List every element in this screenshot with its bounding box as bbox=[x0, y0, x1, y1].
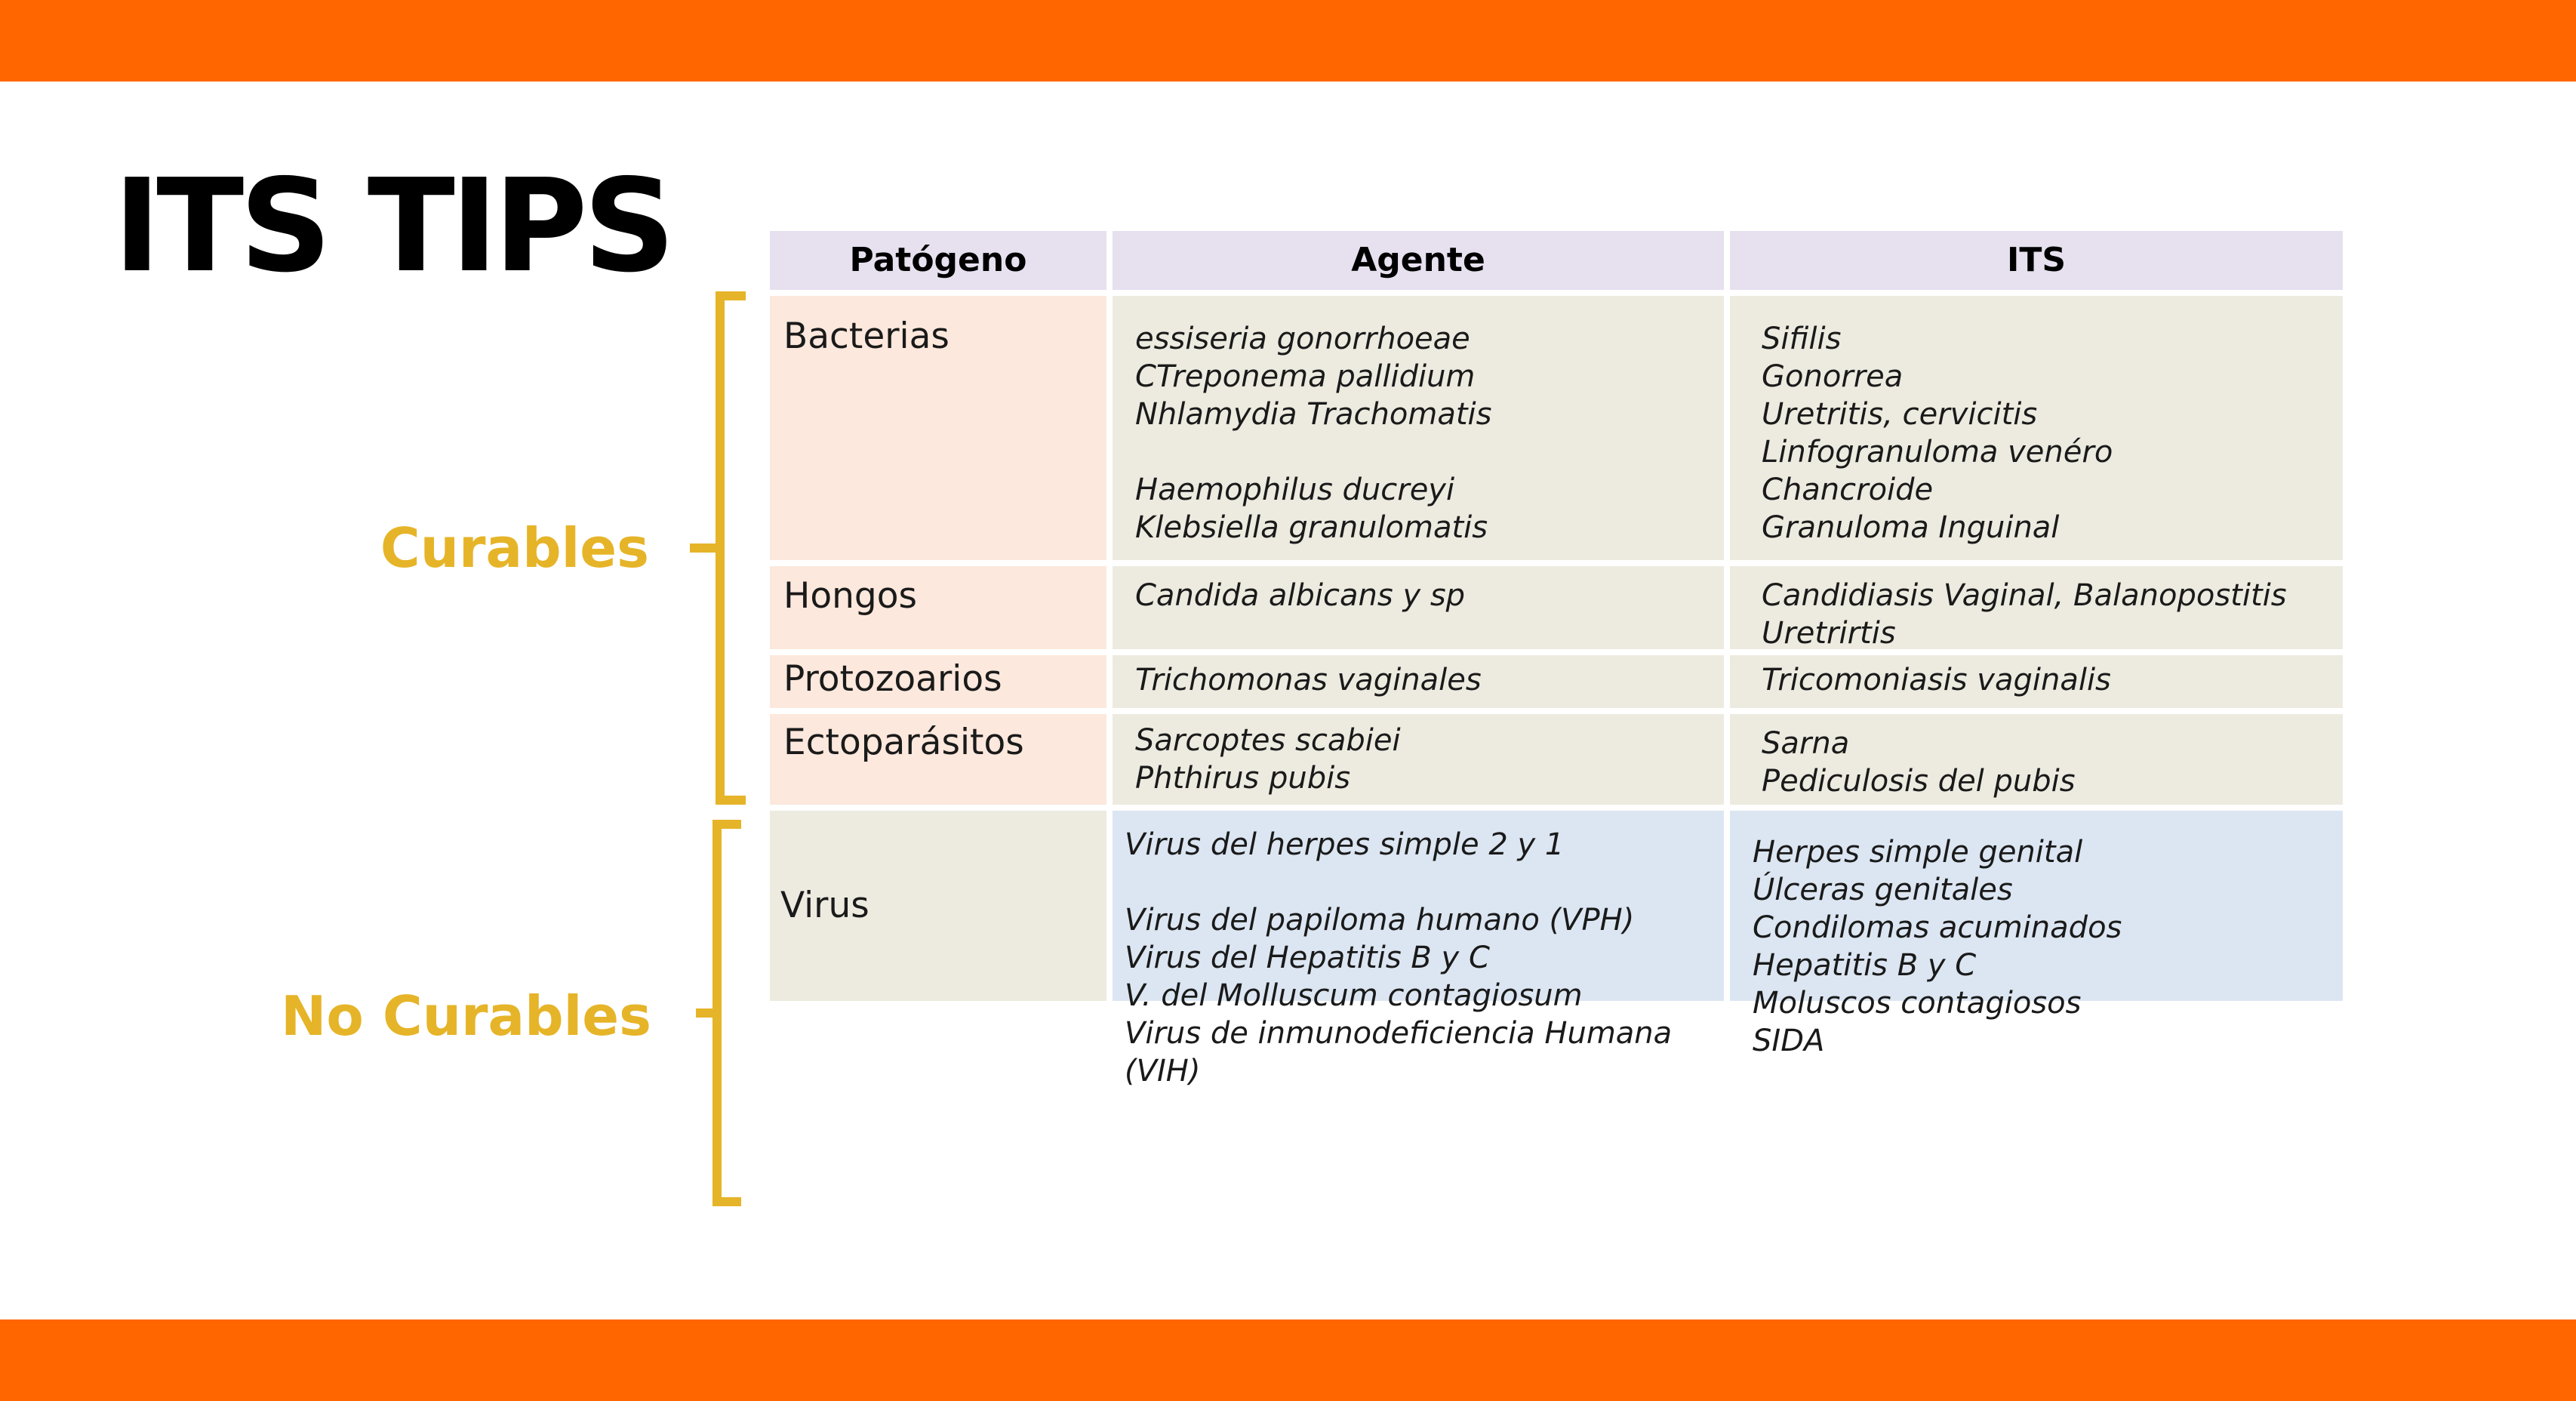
its-item: Tricomoniasis vaginalis bbox=[1762, 663, 2111, 697]
top-orange-band bbox=[0, 0, 2576, 82]
agents-protozoarios bbox=[1113, 655, 1724, 708]
its-item: Moluscos contagiosos bbox=[1753, 986, 2082, 1021]
its-item: Chancroide bbox=[1762, 473, 1934, 507]
page-title: ITS TIPS bbox=[113, 152, 672, 301]
agent-item: V. del Molluscum contagiosum bbox=[1125, 978, 1583, 1013]
its-item: Granuloma Inguinal bbox=[1762, 510, 2060, 545]
its-item: Uretrirtis bbox=[1762, 616, 1896, 651]
agent-item: Haemophilus ducreyi bbox=[1135, 473, 1455, 507]
header-its: ITS bbox=[1730, 231, 2343, 290]
its-hongos bbox=[1730, 566, 2343, 649]
agent-item: Virus del papiloma humano (VPH) bbox=[1125, 903, 1635, 938]
agent-item: Trichomonas vaginales bbox=[1135, 663, 1482, 697]
curables-label: Curables bbox=[380, 516, 649, 580]
agent-item: (VIH) bbox=[1125, 1054, 1201, 1088]
its-item: Hepatitis B y C bbox=[1753, 948, 1977, 983]
its-virus bbox=[1730, 811, 2343, 1058]
agents-ectoparasitos bbox=[1113, 714, 1724, 805]
its-bacterias bbox=[1730, 296, 2343, 560]
agent-item: Nhlamydia Trachomatis bbox=[1135, 397, 1492, 432]
curables-bracket bbox=[679, 291, 747, 805]
agent-item: Virus del Hepatitis B y C bbox=[1125, 941, 1490, 975]
its-item: Sarna bbox=[1762, 726, 1850, 761]
no-curables-bracket bbox=[687, 820, 755, 1206]
no-curables-label: No Curables bbox=[281, 984, 651, 1048]
its-item: Linfogranuloma venéro bbox=[1762, 435, 2113, 470]
agent-item: Virus de inmunodeficiencia Humana bbox=[1125, 1016, 1673, 1051]
its-item: Herpes simple genital bbox=[1753, 835, 2083, 870]
pathogen-virus bbox=[770, 811, 1106, 1001]
pathogen-bacterias: Bacterias bbox=[770, 296, 1106, 560]
agent-item: Candida albicans y sp bbox=[1135, 578, 1466, 613]
its-ectoparasitos bbox=[1730, 714, 2343, 805]
agent-item: Virus del herpes simple 2 y 1 bbox=[1125, 827, 1565, 862]
pathogen-ectoparasitos: Ectoparásitos bbox=[770, 714, 1106, 805]
line-spacer bbox=[1125, 864, 1724, 901]
pathogen-hongos: Hongos bbox=[770, 566, 1106, 649]
agent-item: CTreponema pallidium bbox=[1135, 359, 1476, 394]
its-item: SIDA bbox=[1753, 1024, 1825, 1058]
agent-item: Klebsiella granulomatis bbox=[1135, 510, 1488, 545]
agents-bacterias bbox=[1113, 296, 1724, 560]
its-item: Sifilis bbox=[1762, 322, 1842, 356]
its-item: Úlceras genitales bbox=[1753, 873, 2013, 907]
agent-item: Phthirus pubis bbox=[1135, 761, 1351, 796]
line-spacer bbox=[1135, 433, 1724, 471]
its-item: Candidiasis Vaginal, Balanopostitis bbox=[1762, 578, 2287, 613]
agent-item: Sarcoptes scabiei bbox=[1135, 723, 1401, 758]
pathogen-virus-label: Virus bbox=[780, 885, 869, 926]
its-item: Uretritis, cervicitis bbox=[1762, 397, 2038, 432]
agents-virus bbox=[1113, 811, 1724, 1088]
bottom-orange-band bbox=[0, 1319, 2576, 1401]
its-protozoarios bbox=[1730, 655, 2343, 708]
agent-item: essiseria gonorrhoeae bbox=[1135, 322, 1470, 356]
its-item: Pediculosis del pubis bbox=[1762, 764, 2076, 799]
its-item: Gonorrea bbox=[1762, 359, 1904, 394]
pathogen-protozoarios: Protozoarios bbox=[770, 655, 1106, 708]
its-item: Condilomas acuminados bbox=[1753, 910, 2122, 945]
header-patogeno: Patógeno bbox=[770, 231, 1106, 290]
its-table bbox=[770, 231, 2337, 1203]
header-agente: Agente bbox=[1113, 231, 1724, 290]
agents-hongos bbox=[1113, 566, 1724, 649]
